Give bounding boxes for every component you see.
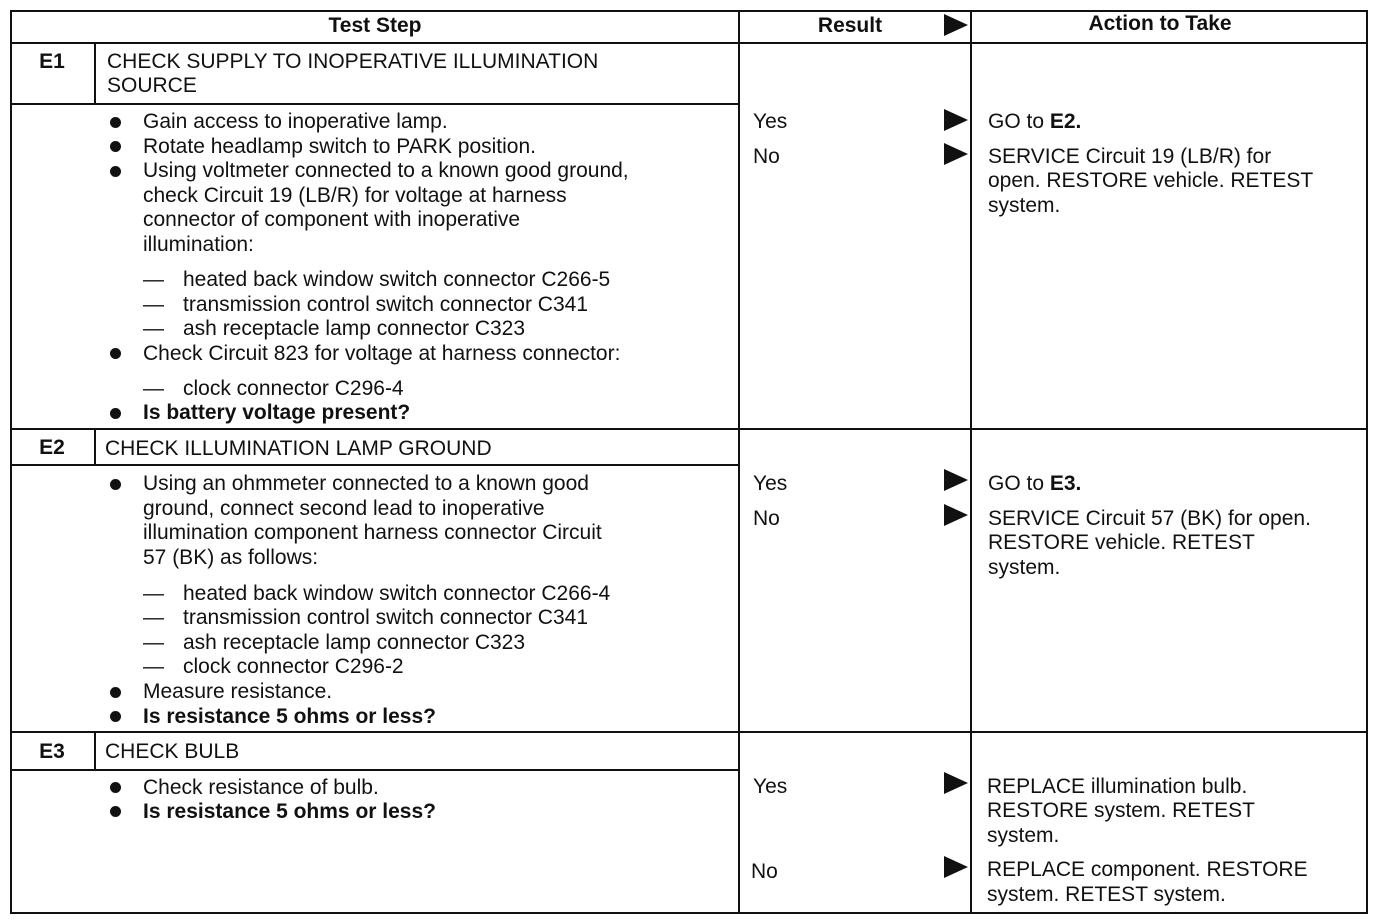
e2-bottom-divider [10, 731, 1368, 733]
e1-yes-arrow-icon [944, 109, 968, 131]
e2-title-line-1: CHECK ILLUMINATION LAMP GROUND [105, 437, 492, 460]
e2-no-arrow-icon [944, 504, 968, 526]
e1-dash-icon: — [143, 317, 164, 340]
e3-action-yes: system. [987, 824, 1060, 847]
e2-result-no: No [753, 507, 780, 530]
e2-dash-text: clock connector C296-2 [183, 655, 404, 678]
e3-action-yes: RESTORE system. RETEST [987, 799, 1255, 822]
e2-action-no: system. [988, 556, 1061, 579]
e2-dash-text: transmission control switch connector C341 [183, 606, 589, 629]
e1-title-underline [10, 103, 738, 105]
e1-dash-text: transmission control switch connector C341 [183, 293, 589, 316]
e3-action-yes: REPLACE illumination bulb. [987, 775, 1248, 798]
e3-action-no: REPLACE component. RESTORE [987, 858, 1308, 881]
e1-result-no: No [753, 145, 780, 168]
e2-result-yes: Yes [753, 472, 788, 495]
e1-bullet-text: Rotate headlamp switch to PARK position. [143, 135, 536, 158]
e2-bullet-text: 57 (BK) as follows: [143, 546, 319, 569]
e1-dash-text: clock connector C296-4 [183, 377, 404, 400]
e1-dash-icon: — [143, 377, 164, 400]
e2-action-yes: GO to E3. [988, 472, 1082, 495]
e3-bullet-icon [110, 806, 121, 817]
header-result: Result [817, 14, 883, 37]
e1-bullet-icon [110, 117, 121, 128]
e1-action-no: open. RESTORE vehicle. RETEST [988, 169, 1314, 192]
column-divider-result [738, 10, 740, 914]
e1-bullet-icon [110, 141, 121, 152]
header-divider [10, 42, 1368, 44]
e2-question: Is resistance 5 ohms or less? [143, 705, 436, 728]
e2-bullet-text: Measure resistance. [143, 680, 333, 703]
e3-result-no: No [751, 860, 778, 883]
e2-dash-icon: — [143, 631, 164, 654]
e3-question: Is resistance 5 ohms or less? [143, 800, 436, 823]
e1-action-no: SERVICE Circuit 19 (LB/R) for [988, 145, 1272, 168]
e3-action-no: system. RETEST system. [987, 883, 1226, 906]
e3-bullet-text: Check resistance of bulb. [143, 776, 379, 799]
e3-step-id: E3 [39, 740, 65, 763]
e1-action-yes: GO to E2. [988, 110, 1082, 133]
e1-bullet-text: Using voltmeter connected to a known good ground, [143, 159, 629, 182]
e1-question: Is battery voltage present? [143, 401, 411, 424]
header-test-step: Test Step [328, 14, 422, 37]
header-arrow-icon [944, 14, 968, 36]
e2-dash-text: ash receptacle lamp connector C323 [183, 631, 526, 654]
e2-yes-arrow-icon [944, 469, 968, 491]
e2-dash-text: heated back window switch connector C266-4 [183, 582, 611, 605]
e2-step-id: E2 [39, 436, 65, 459]
e3-bullet-icon [110, 782, 121, 793]
e1-dash-icon: — [143, 293, 164, 316]
e1-bullet-text: Check Circuit 823 for voltage at harness connector: [143, 342, 621, 365]
table-border-left [10, 10, 12, 914]
e2-dash-icon: — [143, 606, 164, 629]
e2-title-underline [10, 464, 738, 466]
e2-bullet-text: illumination component harness connector Circuit [143, 521, 602, 544]
e1-bullet-icon [110, 166, 121, 177]
e1-dash-text: ash receptacle lamp connector C323 [183, 317, 526, 340]
e1-bullet-icon [110, 408, 121, 419]
e1-bullet-text: Gain access to inoperative lamp. [143, 110, 448, 133]
column-divider-action [970, 10, 972, 914]
e3-title-underline [10, 769, 738, 771]
e1-bullet-text: illumination: [143, 233, 254, 256]
e3-id-divider [94, 733, 96, 769]
e3-no-arrow-icon [944, 856, 968, 878]
e1-no-arrow-icon [944, 143, 968, 165]
e2-dash-icon: — [143, 655, 164, 678]
e1-dash-icon: — [143, 268, 164, 291]
e1-bottom-divider [10, 428, 1368, 430]
e2-bullet-icon [110, 479, 121, 490]
table-border-bottom [10, 912, 1368, 914]
e1-bullet-text: connector of component with inoperative [143, 208, 521, 231]
table-border-right [1366, 10, 1368, 914]
e1-result-yes: Yes [753, 110, 788, 133]
e2-bullet-text: ground, connect second lead to inoperative [143, 497, 545, 520]
e3-result-yes: Yes [753, 775, 788, 798]
e3-yes-arrow-icon [944, 772, 968, 794]
e2-action-no: SERVICE Circuit 57 (BK) for open. [988, 507, 1311, 530]
e2-id-divider [94, 430, 96, 464]
e1-step-id: E1 [39, 50, 65, 73]
e2-bullet-text: Using an ohmmeter connected to a known good [143, 472, 589, 495]
e1-bullet-icon [110, 348, 121, 359]
e2-dash-icon: — [143, 582, 164, 605]
e2-bullet-icon [110, 711, 121, 722]
header-action: Action to Take [1088, 12, 1232, 35]
e1-id-divider [94, 42, 96, 104]
e1-dash-text: heated back window switch connector C266-5 [183, 268, 611, 291]
e2-action-no: RESTORE vehicle. RETEST [988, 531, 1255, 554]
e1-title-line-1: CHECK SUPPLY TO INOPERATIVE ILLUMINATION [107, 50, 599, 73]
e1-title-line-2: SOURCE [107, 74, 197, 97]
e1-bullet-text: check Circuit 19 (LB/R) for voltage at harness [143, 184, 567, 207]
e2-bullet-icon [110, 687, 121, 698]
e1-action-no: system. [988, 194, 1061, 217]
e3-title-line-1: CHECK BULB [105, 740, 240, 763]
